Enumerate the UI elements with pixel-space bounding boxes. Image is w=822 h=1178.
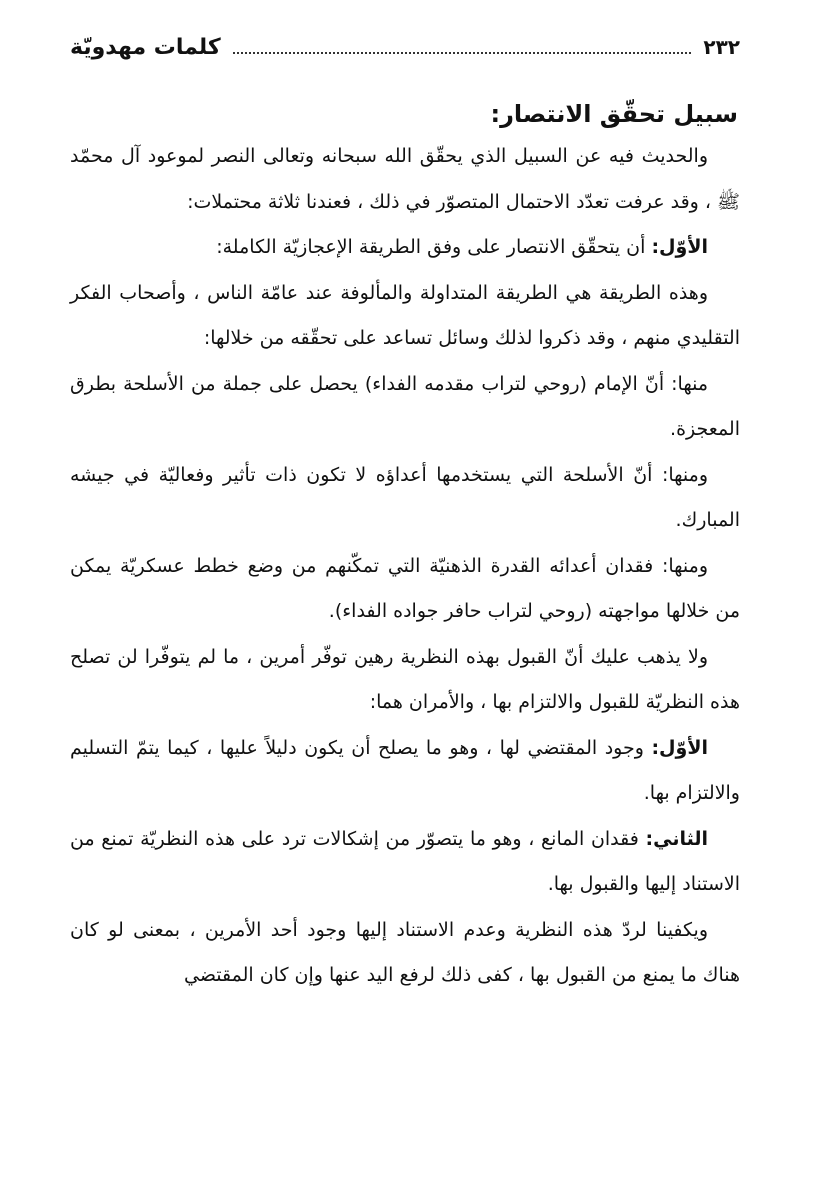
paragraph	[70, 726, 740, 817]
paragraph	[70, 635, 740, 726]
paragraph	[70, 134, 740, 225]
book-title: كلمات مهدويّة	[70, 34, 221, 60]
section-title: سبيل تحقّق الانتصار:	[490, 100, 738, 128]
paragraph-text: ولا يذهب عليك أنّ القبول بهذه النظرية رهين توفّر أمرين ، ما لم يتوفّرا لن تصلح هذه النظريّة للقبول والالتزام بها ، والأمران هما:	[70, 645, 740, 713]
paragraph	[70, 544, 740, 635]
paragraph-text: ومنها: أنّ الأسلحة التي يستخدمها أعداؤه لا تكون ذات تأثير وفعاليّة في جيشه المبارك.	[70, 463, 740, 531]
paragraph-lead: الأوّل:	[651, 236, 708, 258]
paragraph-text: منها: أنّ الإمام (روحي لتراب مقدمه الفداء) يحصل على جملة من الأسلحة بطرق المعجزة.	[70, 372, 740, 440]
dotted-leader	[233, 52, 692, 54]
running-header	[70, 20, 740, 74]
page-number: ٢٣٢	[703, 35, 740, 59]
paragraph	[70, 225, 740, 271]
paragraph	[70, 817, 740, 908]
paragraph-text: وهذه الطريقة هي الطريقة المتداولة والمألوفة عند عامّة الناس ، وأصحاب الفكر التقليدي منهم ، وقد ذكروا لذلك وسائل تساعد على تحقّقه من خلالها:	[70, 281, 740, 349]
paragraph-text: أن يتحقّق الانتصار على وفق الطريقة الإعجازيّة الكاملة:	[216, 236, 652, 258]
paragraph-text: ويكفينا لردّ هذه النظرية وعدم الاستناد إليها وجود أحد الأمرين ، بمعنى لو كان هناك ما يمنع من القبول بها ، كفى ذلك لرفع اليد عنها وإن كان المقتضي	[70, 918, 740, 986]
paragraph	[70, 271, 740, 362]
paragraph-text: ومنها: فقدان أعدائه القدرة الذهنيّة التي تمكّنهم من وضع خطط عسكريّة يمكن من خلالها مواجهته (روحي لتراب حافر جواده الفداء).	[70, 554, 740, 622]
book-page	[70, 20, 740, 1178]
body-text	[70, 134, 740, 999]
paragraph-lead: الثاني:	[645, 827, 708, 850]
paragraph	[70, 362, 740, 453]
paragraph-text: وجود المقتضي لها ، وهو ما يصلح أن يكون دليلاً عليها ، كيما يتمّ التسليم والالتزام بها.	[70, 736, 740, 804]
paragraph-text: والحديث فيه عن السبيل الذي يحقّق الله سبحانه وتعالى النصر لموعود آل محمّد ﷺ ، وقد عرفت تعدّد الاحتمال المتصوّر في ذلك ، فعندنا ثلاثة محتملات:	[70, 145, 740, 213]
paragraph-lead: الأوّل:	[651, 736, 708, 759]
paragraph-text: فقدان المانع ، وهو ما يتصوّر من إشكالات ترد على هذه النظريّة تمنع من الاستناد إليها والقبول بها.	[70, 827, 740, 895]
paragraph	[70, 908, 740, 999]
paragraph	[70, 453, 740, 544]
